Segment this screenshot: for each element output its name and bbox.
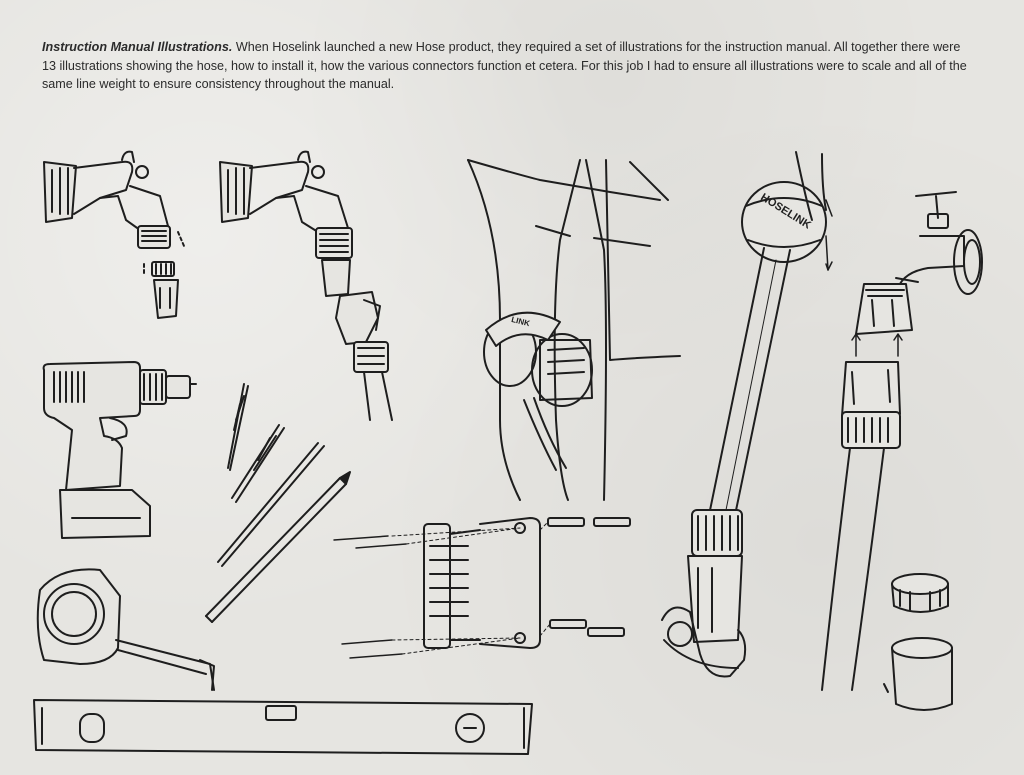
wall-bracket-illustration — [334, 518, 630, 658]
hoselink-collar-mark: HOSELINK — [758, 191, 813, 232]
drill-bits-pencil-illustration — [206, 384, 350, 622]
tape-measure-illustration — [38, 569, 214, 690]
clip-mark: LINK — [510, 314, 531, 329]
drill-illustration — [44, 362, 196, 538]
intro-body: When Hoselink launched a new Hose product, they required a set of illustrations for the instruction manual. All together there were 13 illustrations showing the hose, how to install it, how the various connectors function et cetera. For this job I had to ensure all illustrations were to scale and all of the same line weight to ensure consistency throughout the manual. — [42, 40, 967, 91]
loose-fittings-illustration — [884, 574, 952, 710]
spray-gun-attached-illustration — [220, 152, 392, 420]
spray-gun-detached-illustration — [44, 152, 184, 318]
intro-lead: Instruction Manual Illustrations. — [42, 40, 233, 54]
spirit-level-illustration — [34, 700, 532, 754]
hose-clip-post-illustration — [468, 160, 680, 500]
tap-connector-illustration — [822, 192, 982, 690]
